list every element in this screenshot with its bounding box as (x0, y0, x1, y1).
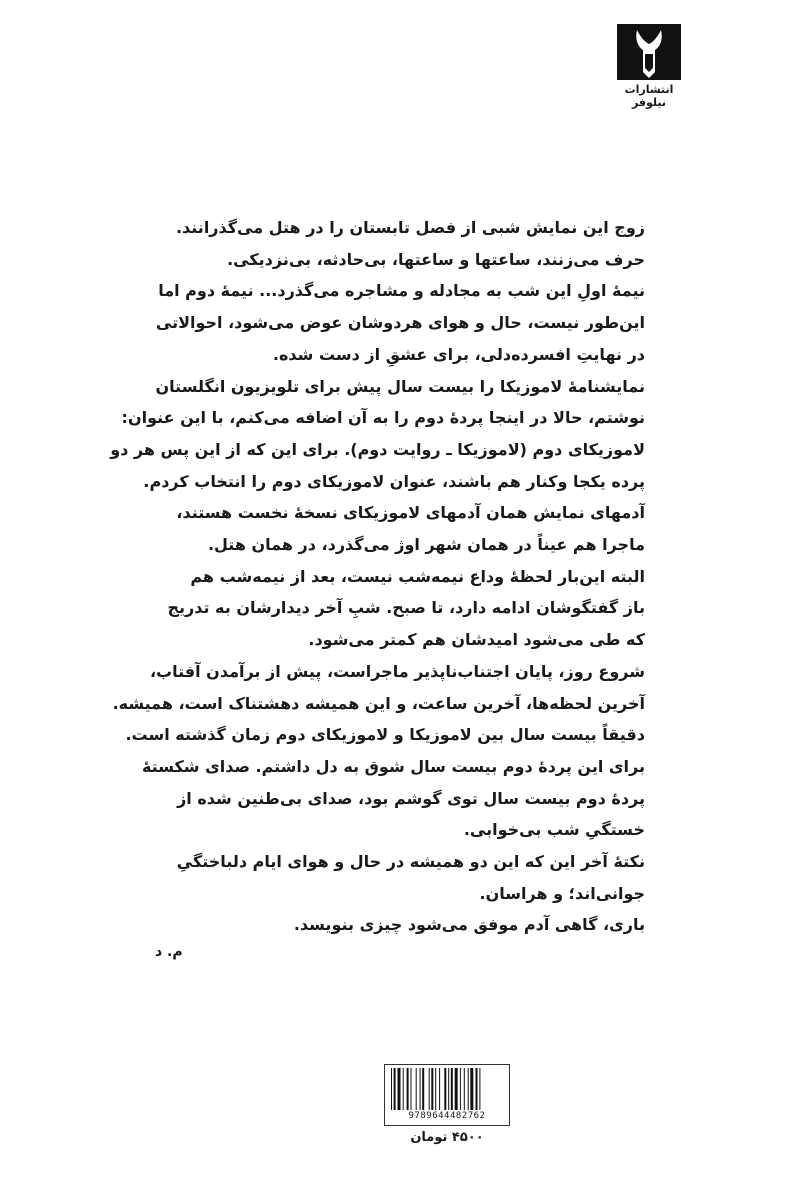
text-line: حرف می‌زنند، ساعتها و ساعتها، بی‌حادثه، بی‌نزدیکی. (227, 249, 645, 269)
publisher-logo (614, 24, 684, 109)
text-line: باری، گاهی آدم موفق می‌شود چیزی بنویسد. (293, 915, 645, 935)
text-line: زوج این نمایش شبی از فصل تابستان را در هتل می‌گذرانند. (175, 218, 645, 237)
text-line: که طی می‌شود امیدشان هم کمتر می‌شود. (308, 630, 645, 650)
text-line: پرده یکجا وکنار هم باشند، عنوان لاموزیکای دوم را انتخاب کردم. (143, 471, 645, 491)
text-line: البته این‌بار لحظهٔ وداع نیمه‌شب نیست، بعد از نیمه‌شب هم (190, 566, 645, 586)
text-line: نوشتم، حالا در اینجا پردهٔ دوم را به آن اضافه می‌کنم، با این عنوان: (121, 408, 645, 428)
text-line: برای این پردهٔ دوم بیست سال شوق به دل داشتم. صدای شکستهٔ (141, 756, 645, 776)
barcode-number: 9789644482762 (408, 1111, 486, 1121)
author-signature: م. د (155, 944, 183, 960)
text-line: جوانی‌اند؛ و هراسان. (479, 883, 645, 903)
text-line: خستگیِ شب بی‌خوابی. (463, 820, 645, 840)
barcode-bars (389, 1068, 505, 1110)
text-line: شروع روز، پایان اجتناب‌ناپذیر ماجراست، پیش از برآمدن آفتاب، (149, 661, 645, 681)
text-line: این‌طور نیست، حال و هوای هردوشان عوض می‌شود، احوالاتی (155, 313, 645, 333)
isbn-barcode (384, 1064, 510, 1126)
text-line: باز گفتگوشان ادامه دارد، تا صبح. شبِ آخر دیدارشان به تدریج (167, 598, 645, 618)
text-line: پردهٔ دوم بیست سال توی گوشم بود، صدای بی‌طنین شده از (177, 788, 645, 808)
publisher-name: انتشارات نیلوفر (624, 83, 674, 109)
text-line: ماجرا هم عیناً در همان شهر اوژ می‌گذرد، در همان هتل. (207, 535, 645, 555)
text-line: دقیقاً بیست سال بین لاموزیکا و لاموزیکای دوم زمان گذشته است. (125, 725, 645, 745)
text-line: لاموزیکای دوم (لاموزیکا ـ روایت دوم). برای این که از این پس هر دو (110, 439, 645, 459)
text-line: نمایشنامهٔ لاموزیکا را بیست سال پیش برای تلویزیون انگلستان (155, 376, 645, 396)
price-label: ۴۵۰۰ تومان (410, 1130, 484, 1145)
publisher-emblem-icon (617, 24, 681, 80)
text-line: آخرین لحظه‌ها، آخرین ساعت، و این همیشه دهشتناک است، همیشه. (112, 693, 645, 713)
text-line: در نهایتِ افسرده‌دلی، برای عشقِ از دست شده. (272, 344, 645, 364)
text-line: آدمهای نمایش همان آدمهای لاموزیکای نسخهٔ نخست هستند، (176, 503, 645, 523)
text-line: نکتهٔ آخر این که این دو همیشه در حال و هوای ایام دلباختگیِ (176, 852, 645, 872)
text-line: نیمهٔ اولِ این شب به مجادله و مشاجره می‌گذرد... نیمهٔ دوم اما (158, 281, 645, 301)
back-cover-text (110, 212, 645, 941)
